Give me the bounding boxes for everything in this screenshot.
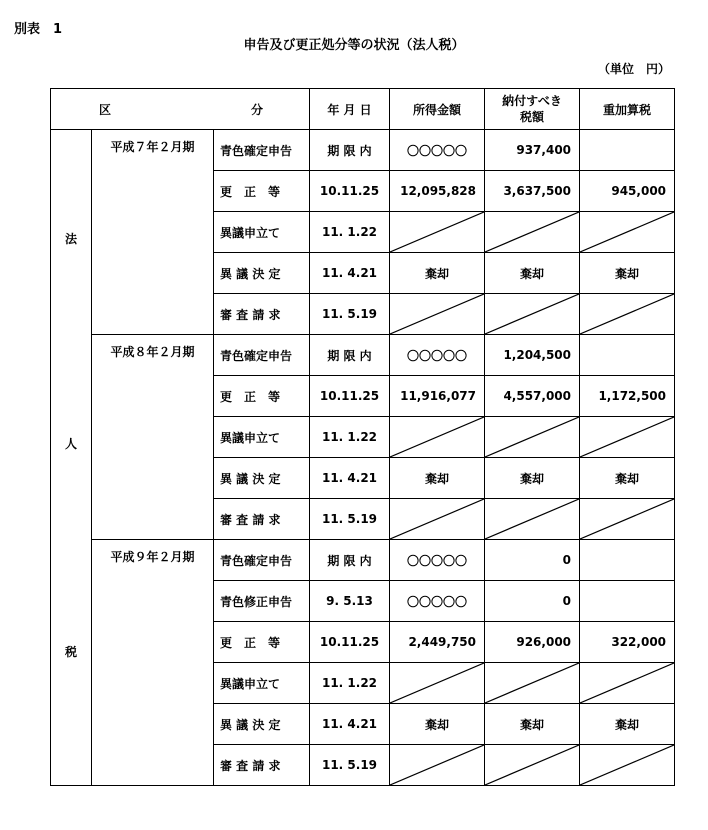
penalty-amount [580,745,675,786]
tax-due-amount [485,417,580,458]
header-date: 年 月 日 [310,89,390,130]
filing-date: 10.11.25 [310,171,390,212]
penalty-amount: 棄却 [580,704,675,745]
income-amount [390,417,485,458]
tax-type-cell [51,130,92,786]
filing-date: 9. 5.13 [310,581,390,622]
penalty-amount: 322,000 [580,622,675,663]
filing-date: 期 限 内 [310,540,390,581]
income-amount [390,745,485,786]
filing-date: 11. 5.19 [310,294,390,335]
penalty-amount [580,581,675,622]
filing-date: 11. 1.22 [310,212,390,253]
penalty-amount [580,499,675,540]
table-row [51,130,675,171]
filing-date: 11. 5.19 [310,745,390,786]
filing-type: 異 議 決 定 [214,253,310,294]
tax-due-amount: 926,000 [485,622,580,663]
filing-date: 11. 4.21 [310,458,390,499]
filing-date: 期 限 内 [310,130,390,171]
income-amount [390,499,485,540]
income-amount [390,294,485,335]
income-amount: 〇〇〇〇〇 [390,540,485,581]
header-tax-due: 納付すべき税額 [485,89,580,130]
filing-type: 青色確定申告 [214,335,310,376]
period-label: 平成９年２月期 [92,540,214,786]
annex-label: 別表 1 [14,22,63,37]
tax-type-char: 法 [65,232,78,246]
filing-type: 青色修正申告 [214,581,310,622]
income-amount: 棄却 [390,704,485,745]
income-amount: 〇〇〇〇〇 [390,581,485,622]
tax-due-amount [485,294,580,335]
filing-type: 審 査 請 求 [214,294,310,335]
income-amount: 2,449,750 [390,622,485,663]
unit-label: （単位 円） [597,62,670,76]
filing-date: 11. 4.21 [310,253,390,294]
filing-date: 11. 1.22 [310,663,390,704]
penalty-amount: 945,000 [580,171,675,212]
filing-type: 青色確定申告 [214,130,310,171]
tax-due-amount: 937,400 [485,130,580,171]
tax-due-amount: 棄却 [485,458,580,499]
period-label: 平成７年２月期 [92,130,214,335]
filing-type: 異 議 決 定 [214,458,310,499]
income-amount: 12,095,828 [390,171,485,212]
penalty-amount [580,130,675,171]
penalty-amount: 棄却 [580,253,675,294]
filing-type: 審 査 請 求 [214,499,310,540]
tax-due-amount: 棄却 [485,253,580,294]
filing-date: 期 限 内 [310,335,390,376]
filing-date: 11. 5.19 [310,499,390,540]
penalty-amount [580,663,675,704]
income-amount: 棄却 [390,458,485,499]
penalty-amount: 1,172,500 [580,376,675,417]
header-income: 所得金額 [390,89,485,130]
tax-status-table [50,88,675,786]
income-amount [390,212,485,253]
filing-type: 更 正 等 [214,171,310,212]
tax-due-amount [485,745,580,786]
header-category [51,89,310,130]
income-amount: 〇〇〇〇〇 [390,335,485,376]
table-row [51,540,675,581]
tax-due-amount: 0 [485,581,580,622]
header-category-left: 区 [99,103,112,117]
penalty-amount [580,294,675,335]
tax-due-amount: 1,204,500 [485,335,580,376]
filing-type: 異議申立て [214,212,310,253]
tax-due-amount: 4,557,000 [485,376,580,417]
filing-date: 11. 4.21 [310,704,390,745]
period-label: 平成８年２月期 [92,335,214,540]
header-category-right: 分 [251,103,264,117]
penalty-amount [580,540,675,581]
tax-type-char: 税 [65,645,78,659]
income-amount: 〇〇〇〇〇 [390,130,485,171]
filing-date: 10.11.25 [310,376,390,417]
tax-due-amount [485,212,580,253]
penalty-amount: 棄却 [580,458,675,499]
filing-type: 審 査 請 求 [214,745,310,786]
filing-type: 青色確定申告 [214,540,310,581]
income-amount [390,663,485,704]
income-amount: 11,916,077 [390,376,485,417]
table-row [51,335,675,376]
filing-type: 更 正 等 [214,376,310,417]
filing-type: 異議申立て [214,417,310,458]
filing-type: 異 議 決 定 [214,704,310,745]
header-row [51,89,675,130]
penalty-amount [580,335,675,376]
filing-date: 11. 1.22 [310,417,390,458]
penalty-amount [580,212,675,253]
penalty-amount [580,417,675,458]
filing-type: 異議申立て [214,663,310,704]
filing-type: 更 正 等 [214,622,310,663]
tax-due-amount: 棄却 [485,704,580,745]
tax-due-amount [485,663,580,704]
filing-date: 10.11.25 [310,622,390,663]
tax-due-amount: 0 [485,540,580,581]
income-amount: 棄却 [390,253,485,294]
tax-due-amount [485,499,580,540]
document-title: 申告及び更正処分等の状況（法人税） [243,38,465,53]
header-penalty: 重加算税 [580,89,675,130]
tax-due-amount: 3,637,500 [485,171,580,212]
tax-type-char: 人 [65,437,78,451]
